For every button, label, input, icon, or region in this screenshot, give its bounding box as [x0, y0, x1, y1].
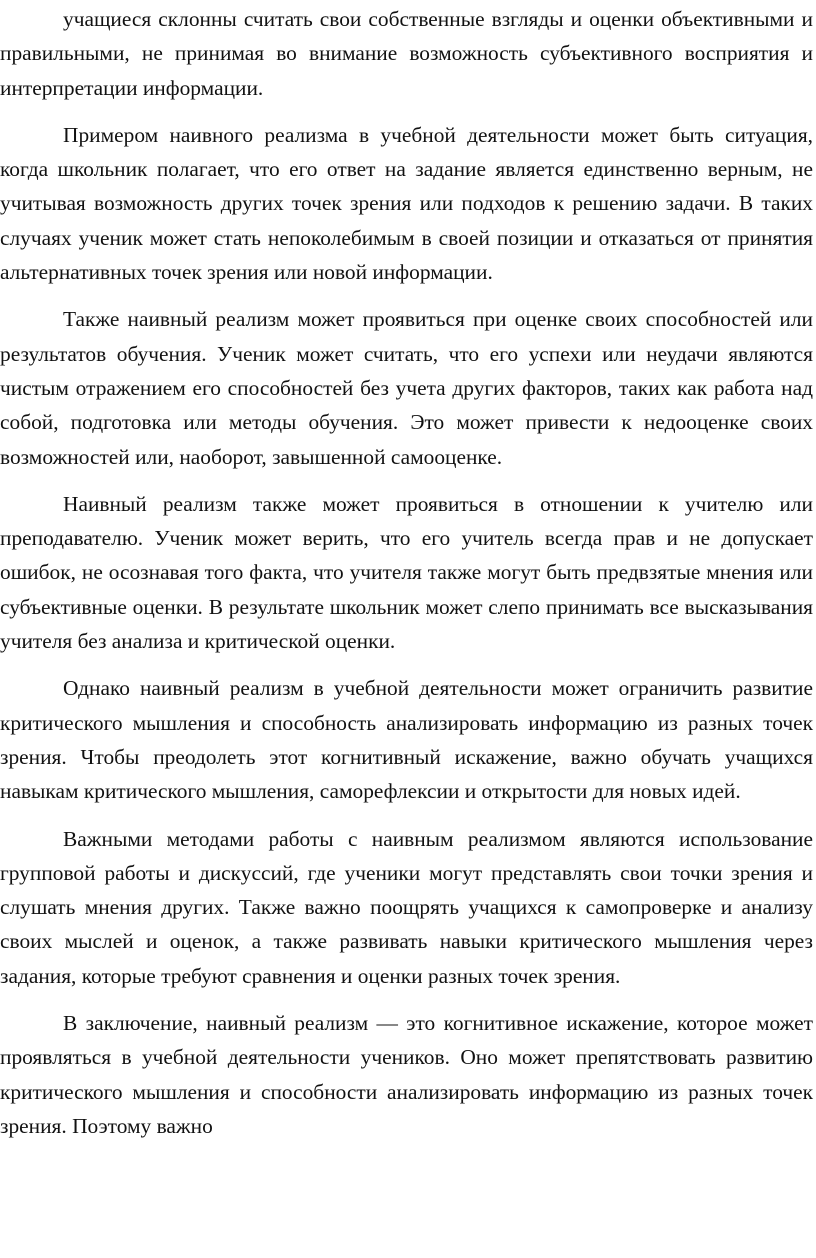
paragraph-self-assessment: Также наивный реализм может проявиться при оценке своих способностей или результатов обучения. Ученик может считать, что его успехи или неудачи являются чистым отражением его способностей без учета других факторов, таких как работа над собой, подготовка или методы обучения. Это может привести к недооценке своих возможностей или, наоборот, завышенной самооценке.	[0, 307, 813, 469]
paragraph-teacher-relation: Наивный реализм также может проявиться в отношении к учителю или преподавателю. Ученик может верить, что его учитель всегда прав и не допускает ошибок, не осознавая того факта, что учителя также могут быть предвзятые мнения или субъективные оценки. В результате школьник может слепо принимать все высказывания учителя без анализа и критической оценки.	[0, 491, 813, 654]
paragraph-critical-thinking-limits: Однако наивный реализм в учебной деятельности может ограничить развитие критического мышления и способность анализировать информацию из разных точек зрения. Чтобы преодолеть этот когнитивный искажение, важно обучать учащихся навыкам критического мышления, саморефлексии и открытости для новых идей.	[0, 676, 813, 804]
paragraph-continuation: учащиеся склонны считать свои собственные взгляды и оценки объективными и правильными, не принимая во внимание возможность субъективного восприятия и интерпретации информации.	[0, 7, 813, 100]
paragraph-work-methods: Важными методами работы с наивным реализмом являются использование групповой работы и дискуссий, где ученики могут представлять свои точки зрения и слушать мнения других. Также важно поощрять учащихся к самопроверке и анализу своих мыслей и оценок, а также развивать навыки критического мышления через задания, которые требуют сравнения и оценки разных точек зрения.	[0, 826, 813, 988]
paragraph-naive-realism-example: Примером наивного реализма в учебной деятельности может быть ситуация, когда школьник полагает, что его ответ на задание является единственно верным, не учитывая возможность других точек зрения или подходов к решению задачи. В таких случаях ученик может стать непоколебимым в своей позиции и отказаться от принятия альтернативных точек зрения или новой информации.	[0, 122, 813, 285]
paragraph-conclusion: В заключение, наивный реализм — это когнитивное искажение, которое может проявляться в учебной деятельности учеников. Оно может препятствовать развитию критического мышления и способности анализировать информацию из разных точек зрения. Поэтому важно	[0, 1011, 813, 1138]
